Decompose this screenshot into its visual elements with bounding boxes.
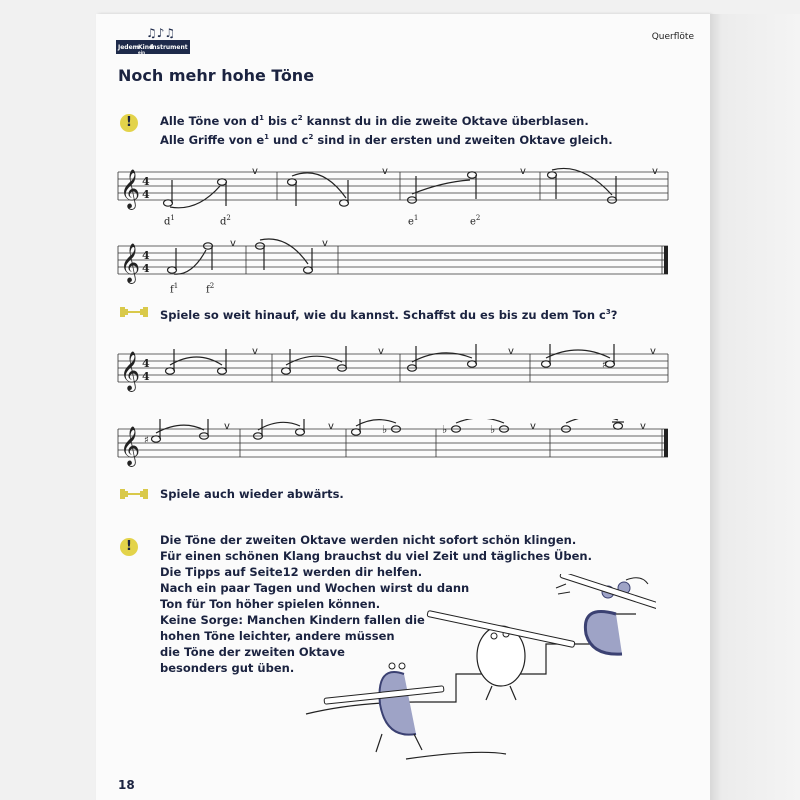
page-edge-shadow (710, 14, 800, 800)
info-line: die Töne der zweiten Oktave (160, 645, 345, 659)
flute-characters-illustration (296, 574, 656, 764)
svg-text:4: 4 (142, 249, 150, 262)
dumbbell-icon (120, 488, 148, 500)
info-line: Ton für Ton höher spielen können. (160, 597, 381, 611)
music-staff-3 (112, 344, 672, 394)
page-title: Noch mehr hohe Töne (118, 66, 315, 85)
svg-text:♭: ♭ (382, 423, 388, 436)
note-label: $f^1$ (170, 282, 179, 296)
treble-clef-icon: 𝄞 (120, 243, 141, 283)
note-label: $e^2$ (470, 214, 481, 228)
svg-text:v: v (224, 421, 230, 432)
svg-text:4: 4 (142, 370, 150, 383)
music-staff-1 (112, 162, 672, 212)
svg-text:4: 4 (142, 188, 150, 201)
logo-word: ein (138, 50, 145, 55)
logo-word: Kind (138, 44, 154, 51)
svg-text:v: v (378, 346, 384, 357)
svg-text:4: 4 (142, 175, 150, 188)
svg-text:♭: ♭ (490, 423, 496, 436)
svg-text:v: v (252, 166, 258, 177)
logo-word: Instrument (150, 44, 188, 51)
info-line: Die Töne der zweiten Oktave werden nicht sofort schön klingen. (160, 533, 577, 547)
exercise-text-1: Spiele so weit hinauf, wie du kannst. Schaffst du es bis zu dem Ton $c^3$? (160, 307, 618, 322)
svg-text:v: v (230, 238, 236, 249)
treble-clef-icon: 𝄞 (120, 169, 141, 209)
svg-text:♭: ♭ (442, 423, 448, 436)
svg-text:v: v (322, 238, 328, 249)
page-number: 18 (118, 778, 135, 792)
book-page (96, 14, 710, 800)
exclamation-icon: ! (120, 538, 138, 556)
svg-text:4: 4 (142, 357, 150, 370)
instrument-figures-icon: ♫♪♫ (146, 26, 176, 40)
note-label: $e^1$ (408, 214, 419, 228)
info-line: Die Tipps auf Seite12 werden dir helfen. (160, 565, 423, 579)
info-text-1 (160, 110, 613, 148)
music-staff-4 (112, 419, 672, 469)
exclamation-icon: ! (120, 114, 138, 132)
svg-text:v: v (520, 166, 526, 177)
svg-text:v: v (530, 421, 536, 432)
info-line: Alle Töne von $d^1$ bis $c^2$ kannst du in die zweite Oktave überblasen. (160, 113, 589, 128)
svg-text:4: 4 (142, 262, 150, 275)
svg-text:♯: ♯ (144, 435, 149, 446)
svg-text:v: v (382, 166, 388, 177)
svg-text:v: v (650, 346, 656, 357)
note-label: $f^2$ (206, 282, 215, 296)
svg-text:v: v (652, 166, 658, 177)
treble-clef-icon: 𝄞 (120, 351, 141, 391)
dumbbell-icon (120, 306, 148, 318)
logo-word: Jedem (118, 44, 139, 51)
info-line: Für einen schönen Klang brauchst du viel Zeit und tägliches Üben. (160, 549, 592, 563)
note-label: $d^2$ (220, 214, 231, 228)
info-line: Nach ein paar Tagen und Wochen wirst du dann (160, 581, 470, 595)
info-line: Keine Sorge: Manchen Kindern fallen die (160, 613, 425, 627)
music-staff-2 (112, 236, 672, 286)
svg-text:♯: ♯ (602, 360, 607, 371)
info-line: Alle Griffe von $e^1$ und $c^2$ sind in der ersten und zweiten Oktave gleich. (160, 132, 613, 147)
note-label: $d^1$ (164, 214, 175, 228)
treble-clef-icon: 𝄞 (120, 426, 141, 466)
instrument-header: Querflöte (651, 32, 694, 42)
svg-text:v: v (640, 421, 646, 432)
svg-text:v: v (252, 346, 258, 357)
svg-text:v: v (508, 346, 514, 357)
info-line: besonders gut üben. (160, 661, 295, 675)
info-line: hohen Töne leichter, andere müssen (160, 629, 395, 643)
series-logo (116, 26, 190, 58)
svg-text:v: v (328, 421, 334, 432)
exercise-text-2: Spiele auch wieder abwärts. (160, 487, 344, 501)
